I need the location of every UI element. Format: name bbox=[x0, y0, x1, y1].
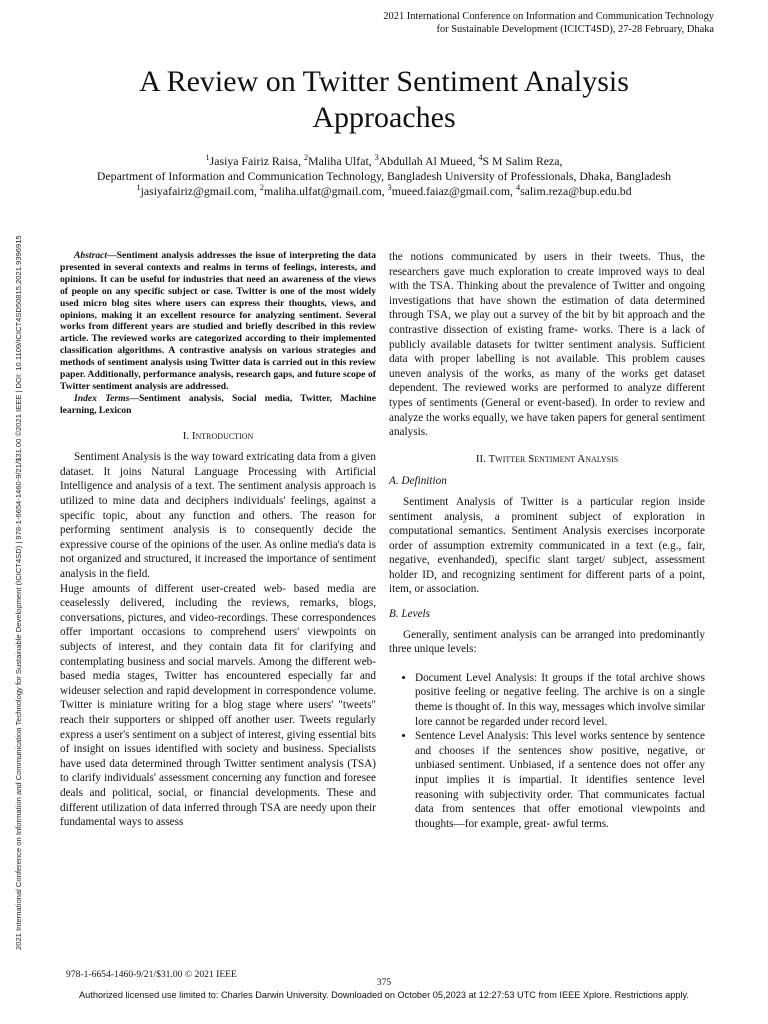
levels-paragraph: Generally, sentiment analysis can be arranged into predominantly three unique levels: bbox=[389, 628, 705, 656]
author-email: maliha.ulfat@gmail.com, bbox=[264, 184, 385, 198]
list-item: • Sentence Level Analysis: This level works sentence by sentence and chooses if the sentences show positive, negative, or unbiased sentiment. Unbiased, if a sentence does not offer any input implies it is impartial. It identifies sentence level reasoning with subjectivity order. That communicates factual data from sentences that offer emotional viewpoints and thoughts—for example, great- awful terms. bbox=[415, 729, 705, 831]
index-terms-text: —Sentiment analysis, Social media, Twitter, Machine learning, Lexicon bbox=[60, 392, 376, 416]
author-email: salim.reza@bup.edu.bd bbox=[520, 184, 632, 198]
levels-list bbox=[389, 671, 705, 832]
right-column bbox=[389, 250, 705, 831]
continued-paragraph: the notions communicated by users in their tweets. Thus, the researchers gave much exploration to create improved ways to deal with the TSA. Thinking about the prevalence of Twitter and ongoing investigations that have shown the estimation of data determined through TSA, we play out a survey of the bit by bit approach and the contrastive dissection of existing frame- works. There is a lack of publicly available datasets for twitter sentiment analysis. Sufficient data with proper labelling is not available. This problem causes uneven analysis of the works, as many of the works get dataset dependent. The reviewed works are performed to analyze different types of sentiments (General or event-based). In order to review and analyze the works equally, we have taken papers for general sentiment analysis. bbox=[389, 251, 705, 439]
intro-paragraph-1: Sentiment Analysis is the way toward extricating data from a given dataset. It joins Natural Language Processing with Artificial Intelligence and analysis of a text. The sentiment analysis approach is utilized to mine data and deciphers individuals' feelings, against a specific topic, about any function and others. The reason for performing sentiment analysis is to consequently decide the expressive course of the opinions of the user. As online media's data is not organized and structured, it increased the importance of sentiment analysis in the field. bbox=[60, 451, 376, 581]
email-number: 1 bbox=[136, 183, 141, 193]
section-heading-introduction: I. Introduction bbox=[182, 429, 254, 442]
author-number: 4 bbox=[478, 153, 483, 163]
left-column bbox=[60, 250, 376, 830]
page-number: 375 bbox=[376, 977, 392, 988]
author-name: S M Salim Reza, bbox=[482, 154, 563, 168]
subsection-heading-levels: B. Levels bbox=[389, 608, 431, 621]
author-email: mueed.faiaz@gmail.com, bbox=[391, 184, 513, 198]
index-terms-label: Index Terms bbox=[74, 392, 130, 404]
author-block bbox=[40, 154, 728, 199]
list-item: • Document Level Analysis: It groups if the total archive shows positive feeling or negative feeling. The archive is on a single theme is thought of. In this way, messages which involve similar lore cannot be regarded under record level. bbox=[415, 671, 705, 729]
conference-line-1: 2021 International Conference on Information and Communication Technology bbox=[383, 11, 714, 22]
author-number: 1 bbox=[205, 153, 210, 163]
isbn-footer: 978-1-6654-1460-9/21/$31.00 © 2021 IEEE bbox=[66, 969, 237, 980]
email-number: 2 bbox=[259, 183, 265, 193]
author-number: 3 bbox=[374, 153, 379, 163]
affiliation: Department of Information and Communication Technology, Bangladesh University of Professionals, Dhaka, Bangladesh bbox=[96, 169, 672, 183]
author-email: jasiyafairiz@gmail.com, bbox=[140, 184, 257, 198]
email-number: 3 bbox=[387, 183, 392, 193]
abstract-paragraph bbox=[60, 250, 376, 393]
conference-header bbox=[294, 10, 714, 36]
author-emails bbox=[40, 184, 728, 199]
index-terms bbox=[60, 393, 376, 417]
definition-paragraph: Sentiment Analysis of Twitter is a particular region inside sentiment analysis, a prominent subject of exploration in computational semantics. Sentiment Analysis exercises incorporate order of assumption extremity communicated in a text (e.g., fair, negative, evenhanded), specific slant target/ subject, assessment holder ID, and recognizing sentiment for different parts of a point, item, or association. bbox=[389, 495, 705, 596]
author-name: Jasiya Fairiz Raisa, bbox=[209, 154, 302, 168]
paper-title: A Review on Twitter Sentiment Analysis Approaches bbox=[139, 65, 629, 134]
email-number: 4 bbox=[515, 183, 521, 193]
conference-line-2: for Sustainable Development (ICICT4SD), 27-28 February, Dhaka bbox=[436, 24, 714, 35]
subsection-heading-definition: A. Definition bbox=[389, 475, 447, 488]
abstract-label: Abstract bbox=[74, 250, 108, 261]
section-heading-twitter-sentiment-analysis: II. Twitter Sentiment Analysis bbox=[475, 452, 619, 465]
side-citation-strip: 2021 International Conference on Information and Communication Technology for Sustainable Development (ICICT4SD) | 978-1-6654-1460-9/21/$31.00 ©2021 IEEE | DOI: 10.1109/ICICT4SD50815.2021.9396915 bbox=[14, 235, 23, 950]
author-names bbox=[40, 154, 728, 169]
author-number: 2 bbox=[304, 153, 309, 163]
intro-paragraph-2: Huge amounts of different user-created web- based media are ceaselessly delivered, including the reviews, remarks, blogs, conversations, pictures, and video-recordings. These correspondences offer important occasions to comprehend users' viewpoints on subjects of interest, and they contain data fit for clarifying and contemplating business and social marvels. Among the different web-based media stages, Twitter has encountered especially far and wideuser selection and rapid development in correspondence volume. Twitter is miniature writing for a blog stage where users' "tweets" reach their supporters or shipped off another user. Tweets regularly express a user's sentiment on a subject of interest, giving essential bits of insight on issues identified with society and business. Specialists have used data determined through Twitter sentiment analysis (TSA) to clarify individuals' assessment concerning any function and foresee deals and political, social, or financial developments. These and different utilization of data inferred through TSA are needy upon their fundamental ways to assess bbox=[60, 582, 376, 829]
author-name: Maliha Ulfat, bbox=[308, 154, 372, 168]
author-name: Abdullah Al Mueed, bbox=[378, 154, 476, 168]
abstract bbox=[60, 250, 376, 417]
license-footer: Authorized licensed use limited to: Charles Darwin University. Downloaded on October 05,2023 at 12:27:53 UTC from IEEE Xplore. Restrictions apply. bbox=[79, 990, 689, 1000]
abstract-text: —Sentiment analysis addresses the issue of interpreting the data presented in several contexts and realms in terms of feelings, interests, and opinions. It can be useful for industries that need an awareness of the views of people on any specific subject or case. Twitter is one of the most widely used micro blog sites where users can express their thoughts, views, and opinions, making it an excellent resource for analyzing sentiment. Several works from different years are studied and briefly described in this review article. The reviewed works are categorized according to their implemented classification algorithms. A contrastive analysis on various strategies and methods of sentiment analysis using Twitter data is carried out in this review paper. Additionally, performance analysis, research gaps, and future scope of Twitter sentiment analysis are addressed. bbox=[60, 250, 376, 392]
